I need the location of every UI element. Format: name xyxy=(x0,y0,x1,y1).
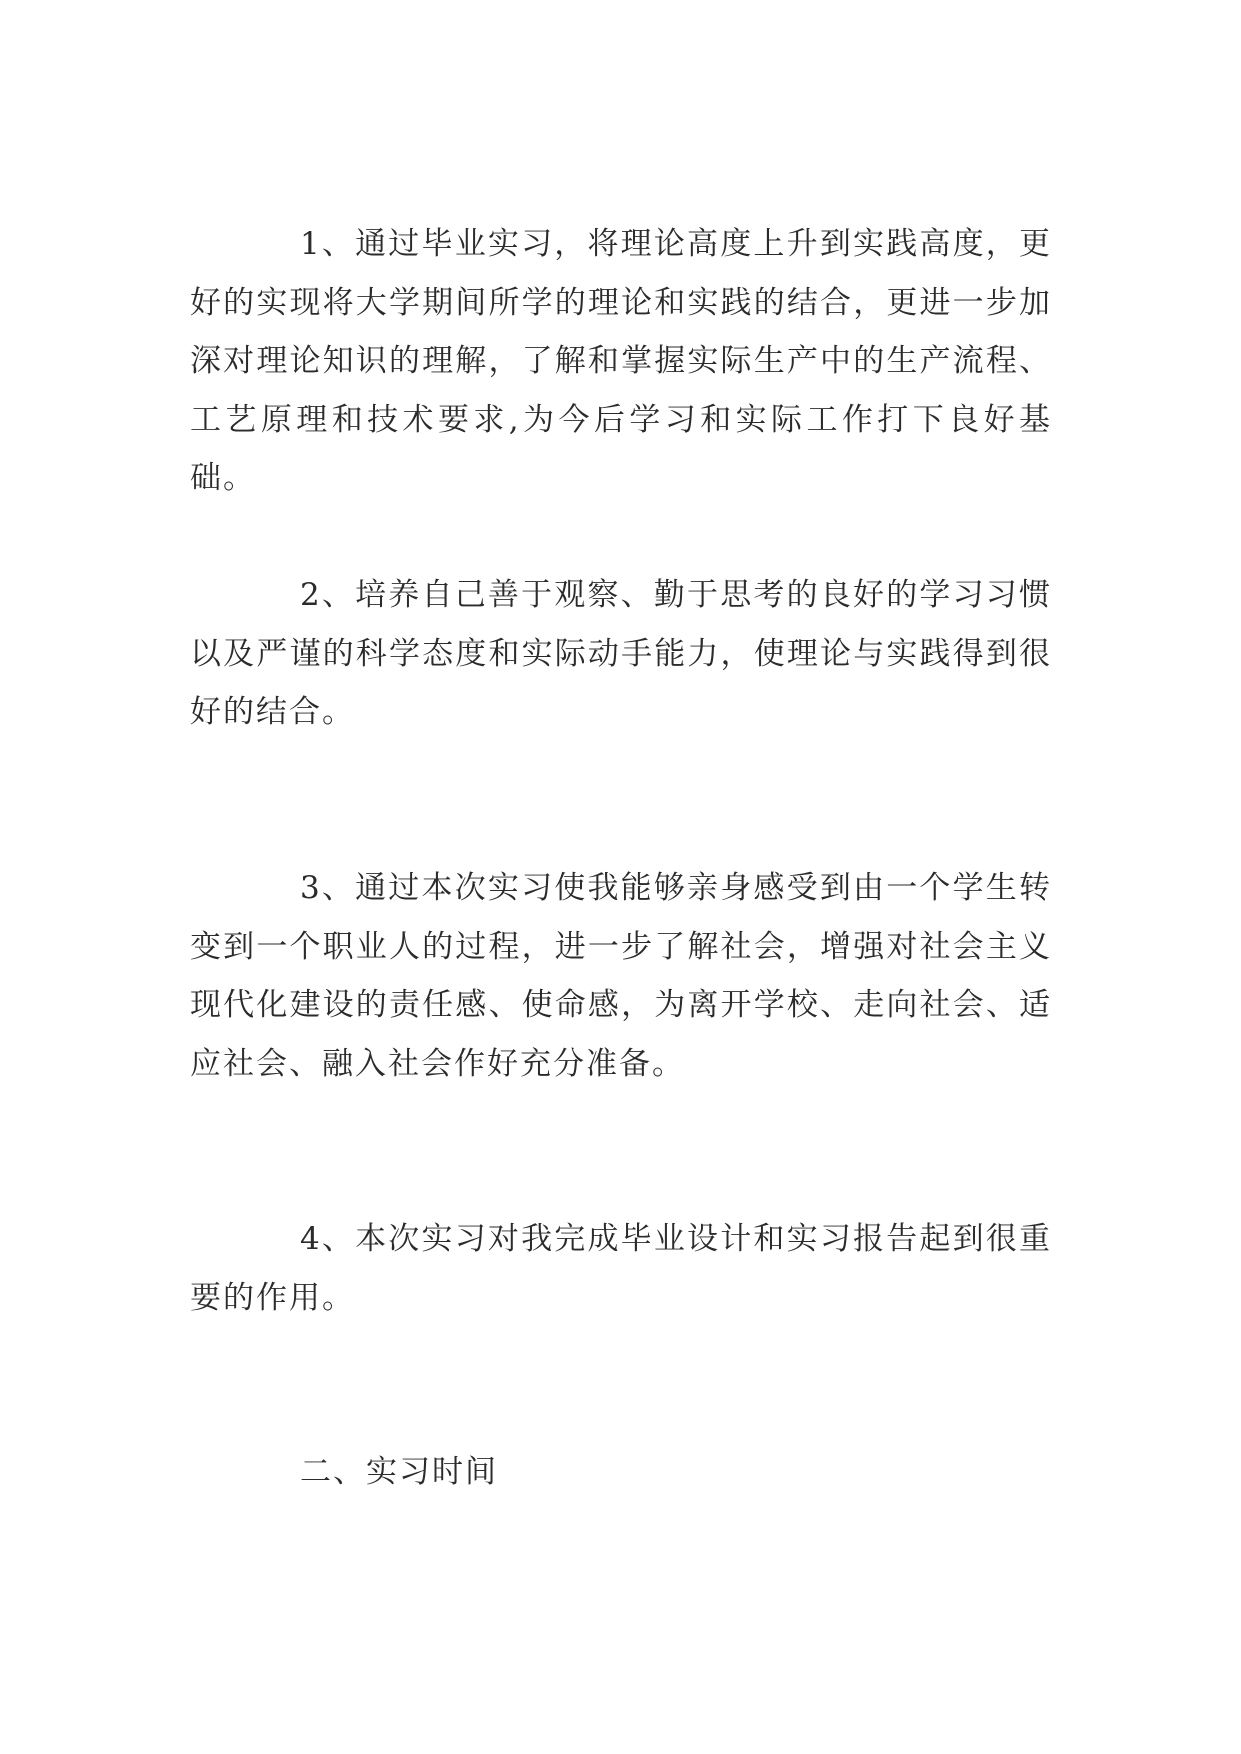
paragraph-3: 3、通过本次实习使我能够亲身感受到由一个学生转变到一个职业人的过程，进一步了解社会，增强对社会主义现代化建设的责任感、使命感，为离开学校、走向社会、适应社会、融入社会作好充分准备。 xyxy=(190,870,1052,1082)
section-heading: 二、实习时间 xyxy=(300,1454,498,1490)
paragraph-1: 1、通过毕业实习，将理论高度上升到实践高度，更好的实现将大学期间所学的理论和实践的结合，更进一步加深对理论知识的理解，了解和掌握实际生产中的生产流程、工艺原理和技术要求,为今后学习和实际工作打下良好基础。 xyxy=(190,226,1052,496)
paragraph-4: 4、本次实习对我完成毕业设计和实习报告起到很重要的作用。 xyxy=(190,1221,1052,1316)
paragraph-2: 2、培养自己善于观察、勤于思考的良好的学习习惯以及严谨的科学态度和实际动手能力，使理论与实践得到很好的结合。 xyxy=(190,577,1052,730)
